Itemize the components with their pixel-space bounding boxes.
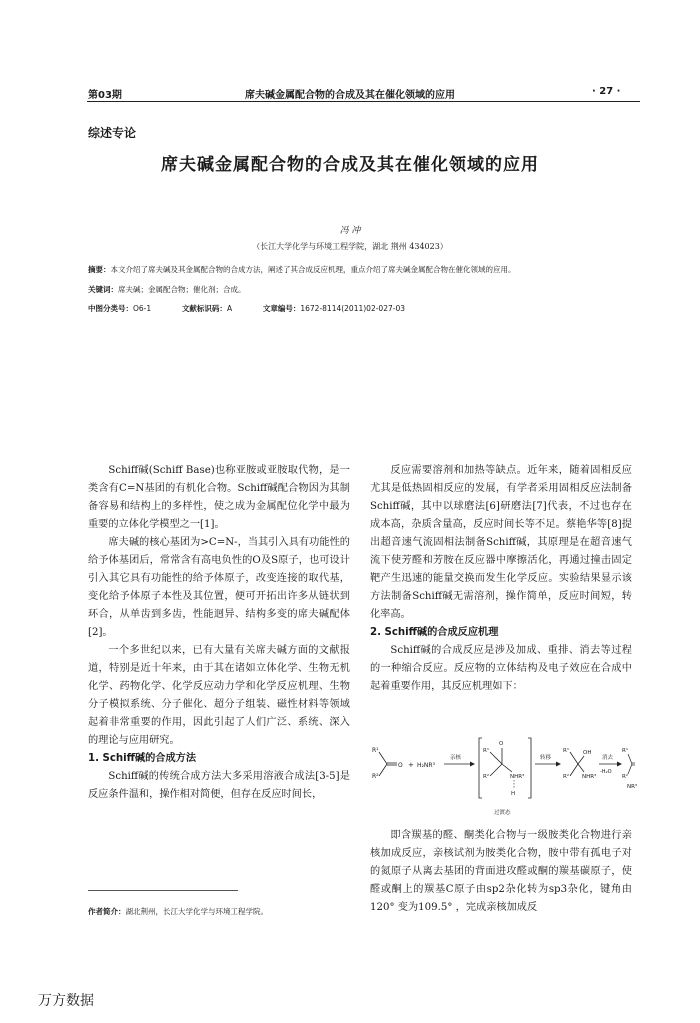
keywords (88, 284, 246, 295)
imine-r2: R² (622, 774, 629, 780)
int-r2: R² (483, 774, 490, 780)
header-rule (87, 101, 640, 102)
right-column-continued (370, 827, 632, 917)
abstract (88, 264, 516, 275)
reactant-r1: R¹ (372, 747, 379, 754)
article-number-label: 文章编号： (262, 304, 301, 313)
paragraph: 一个多世纪以来，已有大量有关席夫碱方面的文献报道，特别是近十年来，由于其在诸如立体化学、生物无机化学、药物化学、化学反应动力学和化学反应机理、生物分子模拟系统、分子催化、超分子组装、磁性材料等领域起着非常重要的作用，因此引起了人们广泛、系统、深入的理论与应用研究。 (88, 645, 350, 746)
footnote-rule (88, 890, 238, 891)
carbinolamine (563, 747, 596, 780)
paragraph: Schiff碱的传统合成方法大多采用溶液合成法[3-5]是反应条件温和，操作相对简便，但存在反应时间长， (88, 771, 350, 800)
paragraph: Schiff碱的合成反应是涉及加成、重排、消去等过程的一种缩合反应。反应物的立体结构及电子效应在合成中起着重要作用，其反应机理如下： (370, 645, 632, 692)
scheme-caption: 过渡态 (494, 810, 511, 816)
paragraph: 席夫碱的核心基团为>C=N-，当其引入具有功能性的给予体基团后，常常含有高电负性的O及S原子，也可设计引入其它具有功能性的给予体原子，改变连接的取代基，变化给予体原子本性及其位置，便可开拓出许多从链状到环合，从单齿到多齿，性能迥异、结构多变的席夫碱配体[2]。 (88, 537, 350, 638)
int-r1: R¹ (483, 748, 490, 754)
abstract-text: 本文介绍了席夫碱及其金属配合物的合成方法，阐述了其合成反应机理，重点介绍了席夫碱金属配合物在催化领域的应用。 (110, 265, 516, 274)
wanfang-watermark: 万方数据 (38, 993, 94, 1009)
reaction-scheme (370, 728, 642, 820)
int-oxygen: O (499, 741, 504, 747)
imine-nr: NR³ (627, 784, 638, 790)
clc-value: O6-1 (133, 304, 152, 313)
amine-reagent: H₂NR³ (417, 762, 435, 769)
page-number: · 27 · (592, 86, 621, 97)
arrow-transfer (535, 753, 561, 767)
clc-label: 中图分类号： (88, 304, 133, 313)
doc-code-label: 文献标识码： (181, 304, 227, 313)
doc-code-value: A (226, 304, 233, 313)
plus-sign: + (408, 761, 414, 769)
keywords-label: 关键词： (88, 285, 118, 294)
issue-label: 第03期 (88, 90, 122, 101)
footnote-text: 湖北荆州，长江大学化学与环境工程学院。 (125, 907, 268, 916)
imine-r1: R¹ (622, 748, 629, 754)
abstract-label: 摘要： (88, 265, 111, 274)
running-title: 席夫碱金属配合物的合成及其在催化领域的应用 (245, 90, 455, 101)
paragraph: 即含羰基的醛、酮类化合物与一级胺类化合物进行亲核加成反应，亲核试剂为胺类化合物，胺中带有孤电子对的氮原子从离去基团的背面进攻醛或酮的羰基碳原子，使醛或酮上的羰基C原子由sp2杂化转为sp3杂化，键角由120° 变为109.5° ，完成亲核加成反 (370, 830, 632, 913)
section-tag: 综述专论 (88, 126, 137, 140)
int-nhr: NHR³ (510, 774, 525, 780)
prod-r1: R¹ (563, 748, 570, 754)
paragraph: 反应需要溶剂和加热等缺点。近年来，随着固相反应尤其是低热固相反应的发展，有学者采用固相反应法制备Schiff碱，其中以球磨法[6]研磨法[7]代表，不过也存在成本高，杂质含量高，反应时间长等不足。蔡艳华等[8]提出超音速气流固相法制备Schiff碱，其原理是在超音速气流下使芳醛和芳胺在反应器中摩擦活化，再通过撞击固定靶产生迅速的能量交换而发生化学反应。实验结果显示该方法制备Schiff碱无需溶剂，操作简单，反应时间短，转化率高。 (370, 465, 632, 620)
classification (88, 303, 405, 314)
left-column (88, 462, 350, 804)
paragraph: Schiff碱(Schiff Base)也称亚胺或亚胺取代物，是一类含有C=N基团的有机化合物。Schiff碱配合物因为其制备容易和结构上的多样性，使之成为金属配位化学中最为重要的立体化学模型之一[1]。 (88, 465, 350, 530)
keywords-text: 席夫碱；金属配合物；催化剂；合成。 (118, 285, 246, 294)
arrow2-label: 转移 (540, 755, 552, 761)
section-heading: 1. Schiff碱的合成方法 (88, 753, 197, 764)
intermediate (479, 738, 531, 798)
arrow3-label-top: 消去 (602, 755, 614, 761)
article-title: 席夫碱金属配合物的合成及其在催化领域的应用 (161, 155, 539, 175)
arrow-elimination (599, 753, 622, 775)
author-footnote (88, 906, 268, 917)
prod-oh: OH (583, 750, 592, 756)
arrow3-label-bottom: -H₂O (600, 769, 612, 775)
prod-r2: R² (563, 774, 570, 780)
prod-nhr: NHR³ (582, 774, 597, 780)
article-number-value: 1672-8114(2011)02-027-03 (300, 304, 405, 313)
carbonyl-reactant (372, 747, 403, 780)
imine-product (622, 747, 637, 790)
section-heading: 2. Schiff碱的合成反应机理 (370, 627, 499, 638)
footnote-label: 作者简介： (88, 907, 126, 916)
right-column (370, 462, 632, 696)
affiliation: （长江大学化学与环境工程学院，湖北 荆州 434023） (252, 242, 448, 251)
arrow1-label: 亲核 (450, 755, 462, 761)
reactant-r2: R² (372, 773, 379, 780)
int-h: H (511, 791, 516, 797)
reactant-oxygen: O (398, 762, 403, 769)
author: 冯 冲 (339, 226, 361, 236)
arrow-nucleophilic (444, 753, 475, 767)
